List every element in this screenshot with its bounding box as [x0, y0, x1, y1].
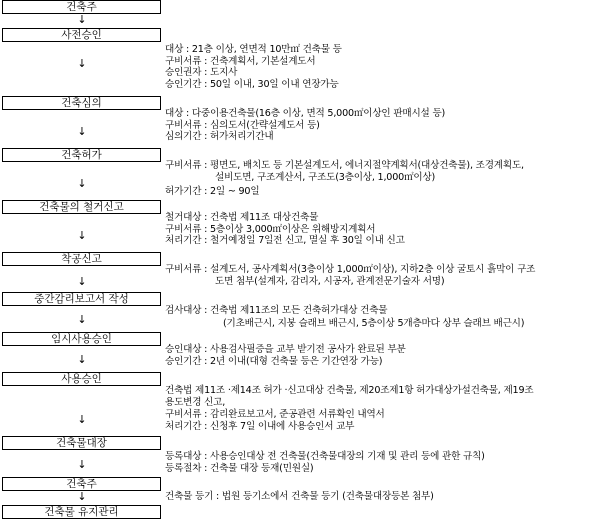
- down-arrow-icon: ↓: [77, 313, 87, 326]
- step-box: 건축주: [2, 0, 161, 14]
- step-detail-line: 구비서류 : 평면도, 배치도 등 기본설계도서, 에너지절약계획서(대상건축물), 조경계획도,: [165, 160, 524, 171]
- step-box: 건축물대장: [2, 436, 161, 450]
- step-box: 건축물 유지관리: [2, 505, 161, 519]
- step-box: 임시사용승인: [2, 332, 161, 346]
- step-detail-line: 구비서류 : 건축계획서, 기본설계도서: [165, 56, 316, 67]
- down-arrow-icon: ↓: [77, 458, 87, 471]
- step-detail-line: 등록대상 : 사용승인대상 전 건축물(건축물대장의 기재 및 관리 등에 관한 규칙): [165, 451, 485, 462]
- step-detail-line: 구비서류 : 감리완료보고서, 준공관련 서류확인 내역서: [165, 409, 385, 420]
- step-box: 착공신고: [2, 252, 161, 266]
- down-arrow-icon: ↓: [77, 177, 87, 190]
- step-detail-line: 건축물 등기 : 법원 등기소에서 건축물 등기 (건축물대장등본 첨부): [165, 491, 434, 502]
- step-detail-line: 철거대상 : 건축법 제11조 대상건축물: [165, 212, 319, 223]
- down-arrow-icon: ↓: [77, 13, 87, 26]
- down-arrow-icon: ↓: [77, 490, 87, 503]
- step-detail-line: 구비서류 : 설계도서, 공사계획서(3층이상 1,000㎡이상), 지하2층 이상 굴토시 흙막이 구조: [165, 264, 536, 275]
- step-detail-line: 승인기간 : 2년 이내(대형 건축물 등은 기간연장 가능): [165, 356, 383, 367]
- down-arrow-icon: ↓: [77, 125, 87, 138]
- step-detail-line: 설비도면, 구조계산서, 구조도(3층이상, 1,000㎡이상): [215, 172, 436, 183]
- down-arrow-icon: ↓: [77, 413, 87, 426]
- step-box: 중간감리보고서 작성: [2, 292, 161, 306]
- step-box: 사용승인: [2, 372, 161, 386]
- step-box: 사전승인: [2, 28, 161, 42]
- step-detail-line: 허가기간 : 2일 ~ 90일: [165, 186, 260, 197]
- down-arrow-icon: ↓: [77, 275, 87, 288]
- step-box: 건축물의 철거신고: [2, 200, 161, 214]
- step-detail-line: 건축법 제11조 ·제14조 허가 ·신고대상 건축물, 제20조제1항 허가대상가설건축물, 제19조: [165, 385, 534, 396]
- step-box: 건축허가: [2, 148, 161, 162]
- down-arrow-icon: ↓: [77, 57, 87, 70]
- step-detail-line: 구비서류 : 심의도서(간략설계도서 등): [165, 120, 320, 131]
- step-detail-line: 처리기간 : 철거예정일 7일전 신고, 멸실 후 30일 이내 신고: [165, 235, 405, 246]
- step-detail-line: 승인권자 : 도지사: [165, 67, 238, 78]
- step-detail-line: 승인기간 : 50일 이내, 30일 이내 연장가능: [165, 79, 339, 90]
- step-box: 건축주: [2, 477, 161, 491]
- step-detail-line: 검사대상 : 건축법 제11조의 모든 건축허가대상 건축물: [165, 305, 388, 316]
- down-arrow-icon: ↓: [77, 229, 87, 242]
- step-detail-line: (기초배근시, 지붕 슬래브 배근시, 5층이상 5개층마다 상부 슬래브 배근시): [223, 318, 525, 329]
- step-box: 건축심의: [2, 96, 161, 110]
- step-detail-line: 승인대상 : 사용검사필증을 교부 받기전 공사가 완료된 부분: [165, 344, 406, 355]
- down-arrow-icon: ↓: [77, 353, 87, 366]
- step-detail-line: 용도변경 신고,: [165, 397, 226, 408]
- step-detail-line: 등록절차 : 건축물 대장 등재(민원실): [165, 463, 314, 474]
- step-detail-line: 대상 : 21층 이상, 연면적 10만㎡ 건축물 등: [165, 44, 342, 55]
- step-detail-line: 처리기간 : 신청후 7일 이내에 사용승인서 교부: [165, 421, 355, 432]
- step-detail-line: 심의기간 : 허가처리기간내: [165, 131, 274, 142]
- step-detail-line: 도면 첨부(설계자, 감리자, 시공자, 관계전문기술자 서명): [215, 276, 445, 287]
- step-detail-line: 대상 : 다중이용건축물(16층 이상, 면적 5,000㎡이상인 판매시설 등): [165, 108, 446, 119]
- step-detail-line: 구비서류 : 5층이상 3,000㎡이상은 위해방지계획서: [165, 224, 376, 235]
